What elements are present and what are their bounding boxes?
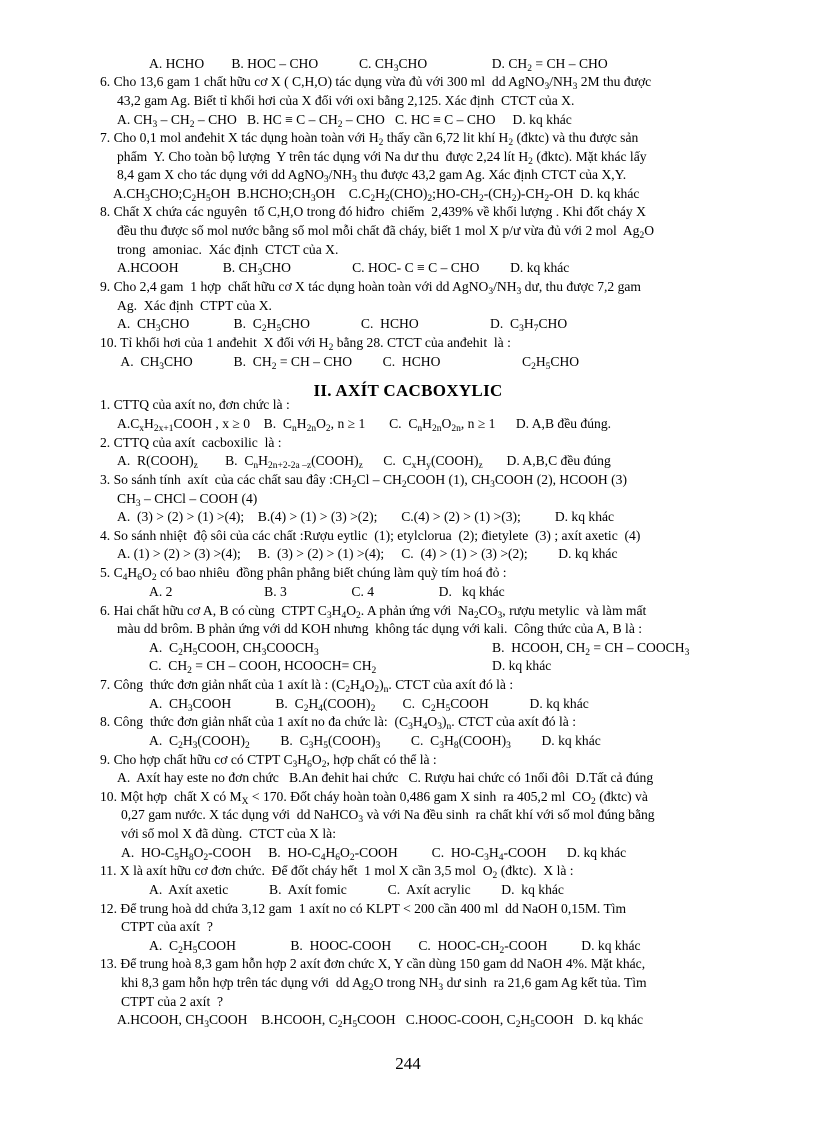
text-line: A. $R(COOH)_z$ B. $C_nH_{2n+2-2a -z}(COOH)_z$ C. $C_xH_y(COOH)_z$ D. A,B,C đều đúng (117, 453, 611, 471)
text-line: A. 2 B. 3 C. 4 D. kq khác (149, 584, 505, 599)
text-line: phẩm Y. Cho toàn bộ lượng Y trên tác dụng với Na dư thu được 2,24 lít $H_2$ (đktc). Mặt khác lấy (117, 149, 647, 167)
text-line: A. Axít axetic B. Axít fomic C. Axít acrylic D. kq khác (149, 882, 564, 897)
text-line: 6. Hai chất hữu cơ A, B có cùng CTPT $C_3H_4O_2$. A phản ứng với $Na_2CO_3$, rượu metylic và làm mất (100, 603, 647, 621)
text-line: A. $HO-C_5H_8O_2$-COOH B. $HO-C_4H_6O_2$-COOH C. $HO-C_3H_4$-COOH D. kq khác (121, 845, 627, 863)
text-line: 1. CTTQ của axít no, đơn chức là : (100, 397, 290, 412)
text-line: A. $C_2H_3(COOH)_2$ B. $C_3H_5(COOH)_3$ C. $C_3H_8(COOH)_3$ D. kq khác (149, 733, 601, 751)
text-line: 6. Cho 13,6 gam 1 chất hữu cơ X ( C,H,O) tác dụng vừa đủ với 300 ml dd $AgNO_3/NH_3$ 2M thu được (100, 74, 652, 92)
text-line: màu dd brôm. B phản ứng với dd KOH nhưng không tác dụng với kali. Công thức của A, B là : (117, 621, 643, 636)
text-line: 12. Để trung hoà dd chứa 3,12 gam 1 axít no có KLPT < 200 cần 400 ml dd NaOH 0,15M. Tìm (100, 901, 627, 916)
text-line: CTPT của 2 axít ? (121, 994, 224, 1009)
text-line: 8,4 gam X cho tác dụng với dd $AgNO_3/NH_3$ thu được 43,2 gam Ag. Xác định CTCT của X,Y. (117, 167, 627, 185)
text-line: A. $CH_3COOH$ B. $C_2H_4(COOH)_2$ C. $C_2H_5COOH$ D. kq khác (149, 696, 589, 714)
text-line: C. $CH_2$ = CH – COOH, HCOOCH= $CH_2$ (149, 658, 377, 676)
text-line: 3. So sánh tính axít của các chất sau đây $:CH_2Cl$ – $CH_2COOH$ (1), $CH_3COOH$ (2), HCOOH (3) (100, 472, 627, 490)
text-line: 8. Công thức đơn giản nhất của 1 axít no đa chức là: $(C_3H_4O_3)_n$. CTCT của axít đó là : (100, 714, 576, 732)
text-line: Ag. Xác định CTPT của X. (117, 298, 272, 313)
text-line: A. (3) > (2) > (1) >(4); B.(4) > (1) > (3) >(2); C.(4) > (2) > (1) >(3); D. kq khác (117, 509, 615, 524)
text-line: trong amoniac. Xác định CTCT của X. (117, 242, 339, 257)
text-line: D. kq khác (492, 658, 552, 673)
text-line: A. Axít hay este no đơn chức B.An đehit hai chức C. Rượu hai chức có 1nối đôi D.Tất cả đúng (117, 770, 654, 785)
text-line: 10. Một hợp chất X có $M_X < 170$. Đốt cháy hoàn toàn 0,486 gam X sinh ra 405,2 ml $CO_2$ (đktc) và (100, 789, 648, 807)
text-line: 9. Cho hợp chất hữu cơ có CTPT $C_3H_6O_2$, hợp chất có thể là : (100, 752, 437, 770)
text-line: $A.C_xH_{2x+1}COOH$ , x ≥ 0 B. $C_nH_{2n}O_2$, n ≥ 1 C. $C_nH_{2n}O_{2n}$, n ≥ 1 D. A,B đều đúng. (117, 416, 612, 434)
text-line: A. $C_2H_5COOH$, $CH_3COOCH_3$ (149, 640, 319, 658)
page-number: 244 (395, 1054, 421, 1073)
text-line: A. (1) > (2) > (3) >(4); B. (3) > (2) > (1) >(4); C. (4) > (1) > (3) >(2); D. kq khác (117, 546, 618, 561)
text-line: 7. Cho 0,1 mol anđehit X tác dụng hoàn toàn với $H_2$ thấy cần 6,72 lit khí $H_2$ (đktc) và thu được sản (100, 130, 639, 148)
text-line: A. $CH_3 - CH_2$ – CHO B. HC ≡ C – $CH_2$ – CHO C. HC ≡ C – CHO D. kq khác (117, 112, 572, 130)
text-line: 10. Tỉ khối hơi của 1 anđehit X đối với $H_2$ bằng 28. CTCT của anđehit là : (100, 335, 511, 353)
text-line: 8. Chất X chứa các nguyên tố C,H,O trong đó hiđro chiếm 2,439% về khối lượng . Khi đốt cháy X (100, 204, 646, 219)
text-line: $CH_3$ – CHCl – COOH (4) (117, 491, 258, 509)
text-line: A. $CH_3CHO$ B. $C_2H_5CHO$ C. HCHO D. $C_3H_7CHO$ (117, 316, 568, 334)
text-line: 0,27 gam nước. X tác dụng với dd NaHCO$_3$ và với Na đều sinh ra chất khí với số mol đúng bằng (121, 807, 655, 825)
text-line: 9. Cho 2,4 gam 1 hợp chất hữu cơ X tác dụng hoàn toàn với dd $AgNO_3/NH_3$ dư, thu được 7,2 gam (100, 279, 641, 297)
text-line: 5. $C_4H_6O_2$ có bao nhiêu đồng phân phẳng biết chúng làm quỳ tím hoá đỏ : (100, 565, 507, 583)
text-line: A. $CH_3CHO$ B. $CH_2$ = CH – CHO C. HCHO $C_2H_5CHO$ (117, 354, 580, 372)
text-line: 13. Để trung hoà 8,3 gam hỗn hợp 2 axít đơn chức X, Y cần dùng 150 gam dd NaOH 4%. Mặt khác, (100, 956, 646, 971)
text-line: $A.CH_3CHO;C_2H_5OH$ $B.HCHO;CH_3OH$ $C.C_2H_2(CHO)_2;HO-CH_2-(CH_2)-CH_2-OH$ D. kq khác (113, 186, 640, 204)
text-line: A. $C_2H_5COOH$ B. HOOC-COOH C. HOOC-$CH_2$-COOH D. kq khác (149, 938, 641, 956)
text-line: A.HCOOH, $CH_3COOH$ B.HCOOH, $C_2H_5COOH$ C.HOOC-COOH, $C_2H_5COOH$ D. kq khác (117, 1012, 644, 1030)
text-line: 11. X là axít hữu cơ đơn chức. Để đốt cháy hết 1 mol X cần 3,5 mol $O_2$ (đktc). X là : (100, 863, 574, 881)
text-line: B. HCOOH, $CH_2$ = CH – $COOCH_3$ (492, 640, 690, 658)
text-line: A.HCOOH B. $CH_3CHO$ C. HOC- C ≡ C – CHO D. kq khác (117, 260, 570, 278)
text-line: 7. Công thức đơn giản nhất của 1 axít là : $(C_2H_4O_2)_n$. CTCT của axít đó là : (100, 677, 514, 695)
text-line: 43,2 gam Ag. Biết tỉ khối hơi của X đối với oxi bằng 2,125. Xác định CTCT của X. (117, 93, 575, 108)
text-line: 2. CTTQ của axít cacboxilic là : (100, 435, 282, 450)
text-line: khi 8,3 gam hỗn hợp trên tác dụng với dd $Ag_2O$ trong $NH_3$ dư sinh ra 21,6 gam Ag kết tủa. Tìm (121, 975, 647, 993)
text-line: CTPT của axít ? (121, 919, 213, 934)
text-line: với số mol X đã dùng. CTCT của X là: (121, 826, 336, 841)
text-line: 4. So sánh nhiệt độ sôi của các chất :Rượu eytlic (1); etylclorua (2); đietylete (3) ; axít axetic (4) (100, 528, 641, 543)
text-line: A. HCHO B. HOC – CHO C. $CH_3CHO$ D. $CH_2$ = CH – CHO (149, 56, 608, 74)
section-title: II. AXÍT CACBOXYLIC (313, 381, 503, 400)
text-line: đều thu được số mol nước bằng số mol mỗi chất đã cháy, biết 1 mol X p/ư vừa đủ với 2 mol $Ag_2O$ (117, 223, 655, 241)
